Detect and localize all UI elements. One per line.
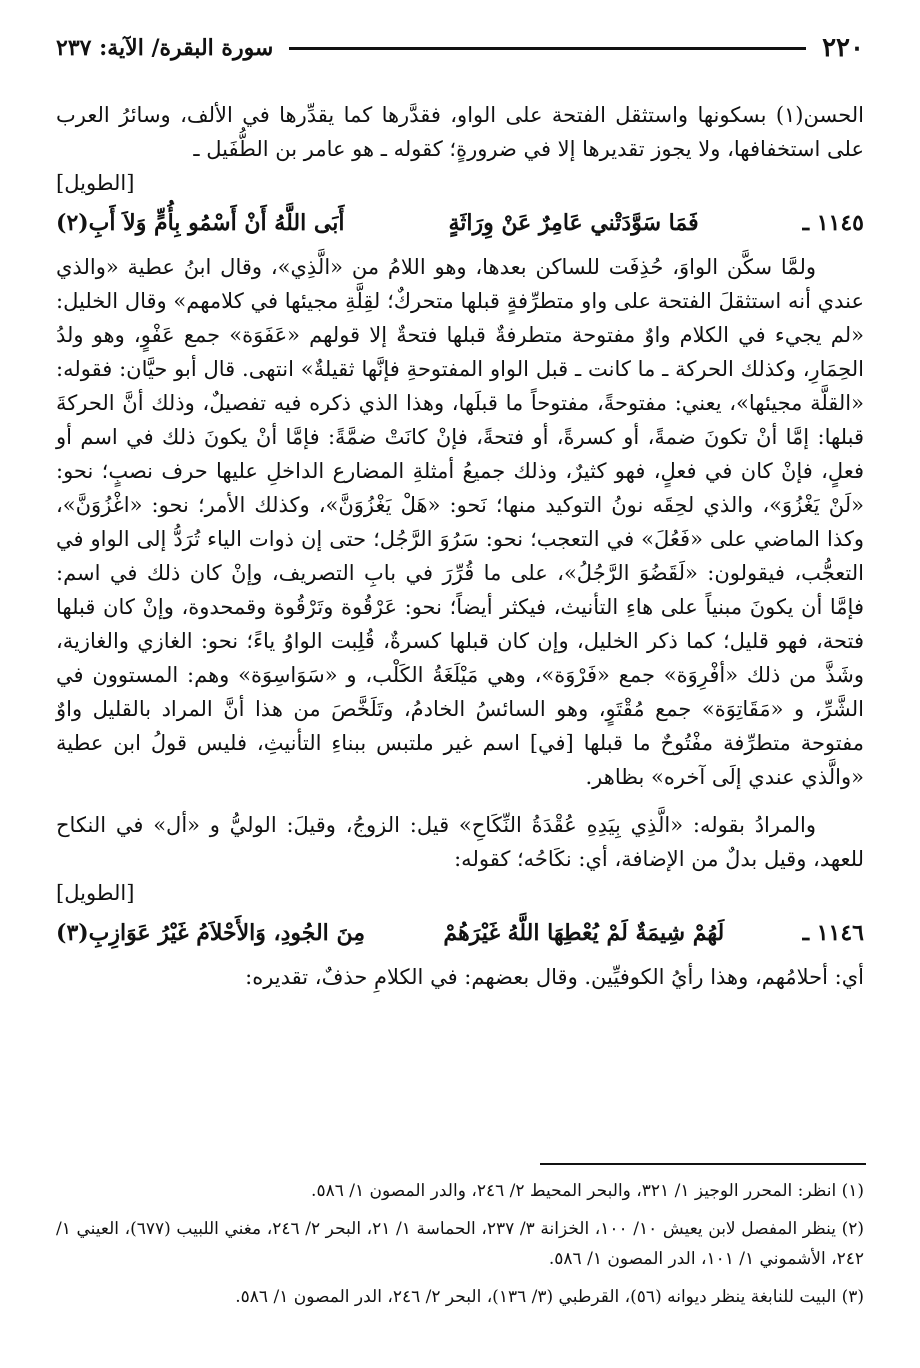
footnote-1: (١) انظر: المحرر الوجيز ١/ ٣٢١، والبحر المحيط ٢/ ٢٤٦، والدر المصون ١/ ٥٨٦. bbox=[311, 1181, 864, 1201]
paragraph-gap bbox=[56, 794, 864, 808]
page-header bbox=[56, 28, 864, 68]
footnotes bbox=[56, 1176, 864, 1320]
verse-hemistich-right: فَمَا سَوَّدَتْني عَامِرٌ عَنْ وِرَاثَةٍ bbox=[448, 210, 699, 236]
running-title: سورة البقرة/ الآية: ٢٣٧ bbox=[56, 35, 274, 61]
footnote-2: (٢) ينظر المفصل لابن يعيش ١٠/ ١٠٠، الخزانة ٣/ ٢٣٧، الحماسة ١/ ٢١، البحر ٢/ ٢٤٦، مغني اللبيب (٦٧٧)، العيني ١/ ٢٤٢، الأشموني ١/ ١٠١، الدر المصون ١/ ٥٨٦. bbox=[56, 1219, 864, 1269]
verse-hemistich-left: مِنَ الجُودِ، وَالأَحْلاَمُ غَيْرُ عَوَازِبِ(٣) bbox=[56, 920, 365, 946]
verse-hemistich-right: لَهُمْ شِيمَةٌ لَمْ يُعْطِهَا اللَّهُ غَيْرَهُمْ bbox=[443, 920, 725, 946]
meter-label-1: [الطويل] bbox=[56, 171, 135, 195]
verse-1145 bbox=[56, 202, 864, 244]
verse-number: ١١٤٦ ـ bbox=[802, 920, 864, 946]
paragraph-3: والمرادُ بقوله: «الَّذِي بِيَدِهِ عُقْدَةُ النِّكَاحِ» قيل: الزوجُ، وقيلَ: الوليُّ و «أل» في النكاح للعهد، وقيل بدلٌ من الإضافة، أي: نكَاحُه؛ كقوله: bbox=[56, 813, 864, 871]
header-rule bbox=[289, 47, 806, 50]
paragraph-1: الحسن(١) بسكونها واستثقل الفتحة على الواو، فقدَّرها كما يقدِّرها في الألف، وسائرُ العرب على استخفافها، ولا يجوز تقديرها إلا في ضرورةٍ؛ كقوله ـ هو عامر بن الطُّفَيل ـ bbox=[56, 103, 864, 161]
footnote-3: (٣) البيت للنابغة ينظر ديوانه (٥٦)، القرطبي (٣/ ١٣٦)، البحر ٢/ ٢٤٦، الدر المصون ١/ ٥٨٦. bbox=[235, 1287, 864, 1307]
verse-number: ١١٤٥ ـ bbox=[802, 210, 864, 236]
verse-1146 bbox=[56, 912, 864, 954]
meter-label-2: [الطويل] bbox=[56, 881, 135, 905]
paragraph-4: أي: أحلامُهم، وهذا رأيُ الكوفيِّين. وقال بعضهم: في الكلامِ حذفٌ، تقديره: bbox=[245, 965, 864, 989]
verse-hemistich-left: أَبَى اللَّهُ أَنْ أَسْمُو بِأُمٍّ وَلاَ أَبِ(٢) bbox=[56, 210, 345, 236]
footnote-separator bbox=[540, 1163, 866, 1165]
page-number: ٢٢٠ bbox=[822, 33, 864, 63]
paragraph-2: ولمَّا سكَّن الواوَ، حُذِفَت للساكن بعدها، وهو اللامُ من «الَّذِي»، وقال ابنُ عطية «والذي عندي أنه استثقلَ الفتحة على واو متطرِّفةٍ قبلها متحركٌ؛ لقِلَّةِ مجيئها في كلامهم» وقال الخليل: «لم يجيء في الكلام واوٌ مفتوحة متطرفةٌ قبلها فتحةٌ إلا قولهم «عَفَوَة» جمع عَفْوٍ، وهو ولدُ الحِمَارِ، وكذلك الحركة ـ ما كانت ـ قبل الواو المفتوحةِ فإنَّها ثقيلةٌ» انتهى. قال أبو حيَّان: فقوله: «القلَّة مجيئها»، يعني: مفتوحةً، مفتوحاً ما قبلَها، وهذا الذي ذكره فيه تفصيلٌ، وذلك أنَّ الحركةَ قبلها: إمَّا أنْ تكونَ ضمةً، أو كسرةً، أو فتحةً، فإنْ كانَتْ ضمَّةً: فإمَّا أنْ يكونَ ذلك في اسم أو فعلٍ، فإنْ كان في فعلٍ، فهو كثيرٌ، وذلك جميعُ أمثلةِ المضارع الداخلِ عليها حرف نصبٍ؛ نحو: «لَنْ يَغْزُوَ»، والذي لحِقَه نونُ التوكيد منها؛ نَحو: «هَلْ يَغْزُوَنَّ»، وكذلك الأمر؛ نحو: «اغْزُوَنَّ»، وكذا الماضي على «فَعُلَ» في التعجب؛ نحو: سَرُوَ الرَّجُل؛ حتى إن ذوات الياء تُرَدُّ إلى الواو في التعجُّب، فيقولون: «لَقَضُوَ الرَّجُلُ»، على ما قُرِّرَ في بابِ التصريف، وإنْ كان ذلك في اسم: فإمَّا أن يكونَ مبنياً على هاءِ التأنيث، فيكثر أيضاً؛ نحو: عَرْقُوة وتَرْقُوة وقمحدوة، وإنْ كان قبلها فتحة، فهو قليل؛ كما ذكر الخليل، وإن كان قبلها كسرةٌ، قُلِبت الواوُ ياءً؛ نحو: الغازي والغازية، وشَذَّ من ذلك «أفْرِوَة» جمع «فَرْوَة»، وهي مَيْلَغَةُ الكَلْب، و «سَوَاسِوَة» وهم: المستوون في الشَّرِّ، و «مَقَاتِوَة» جمع مُقْتَوٍ، وهو السائسُ الخادمُ، وتَلَخَّصَ من هذا أنَّ المراد بالقليل واوٌ مفتوحة متطرِّفة مفْتُوحٌ ما قبلها [في] اسم غير ملتبس ببناءِ التأنيثِ، فليس قولُ ابن عطية «والَّذي عندي إلَى آخره» بظاهر. bbox=[56, 255, 864, 789]
main-text bbox=[56, 98, 864, 994]
